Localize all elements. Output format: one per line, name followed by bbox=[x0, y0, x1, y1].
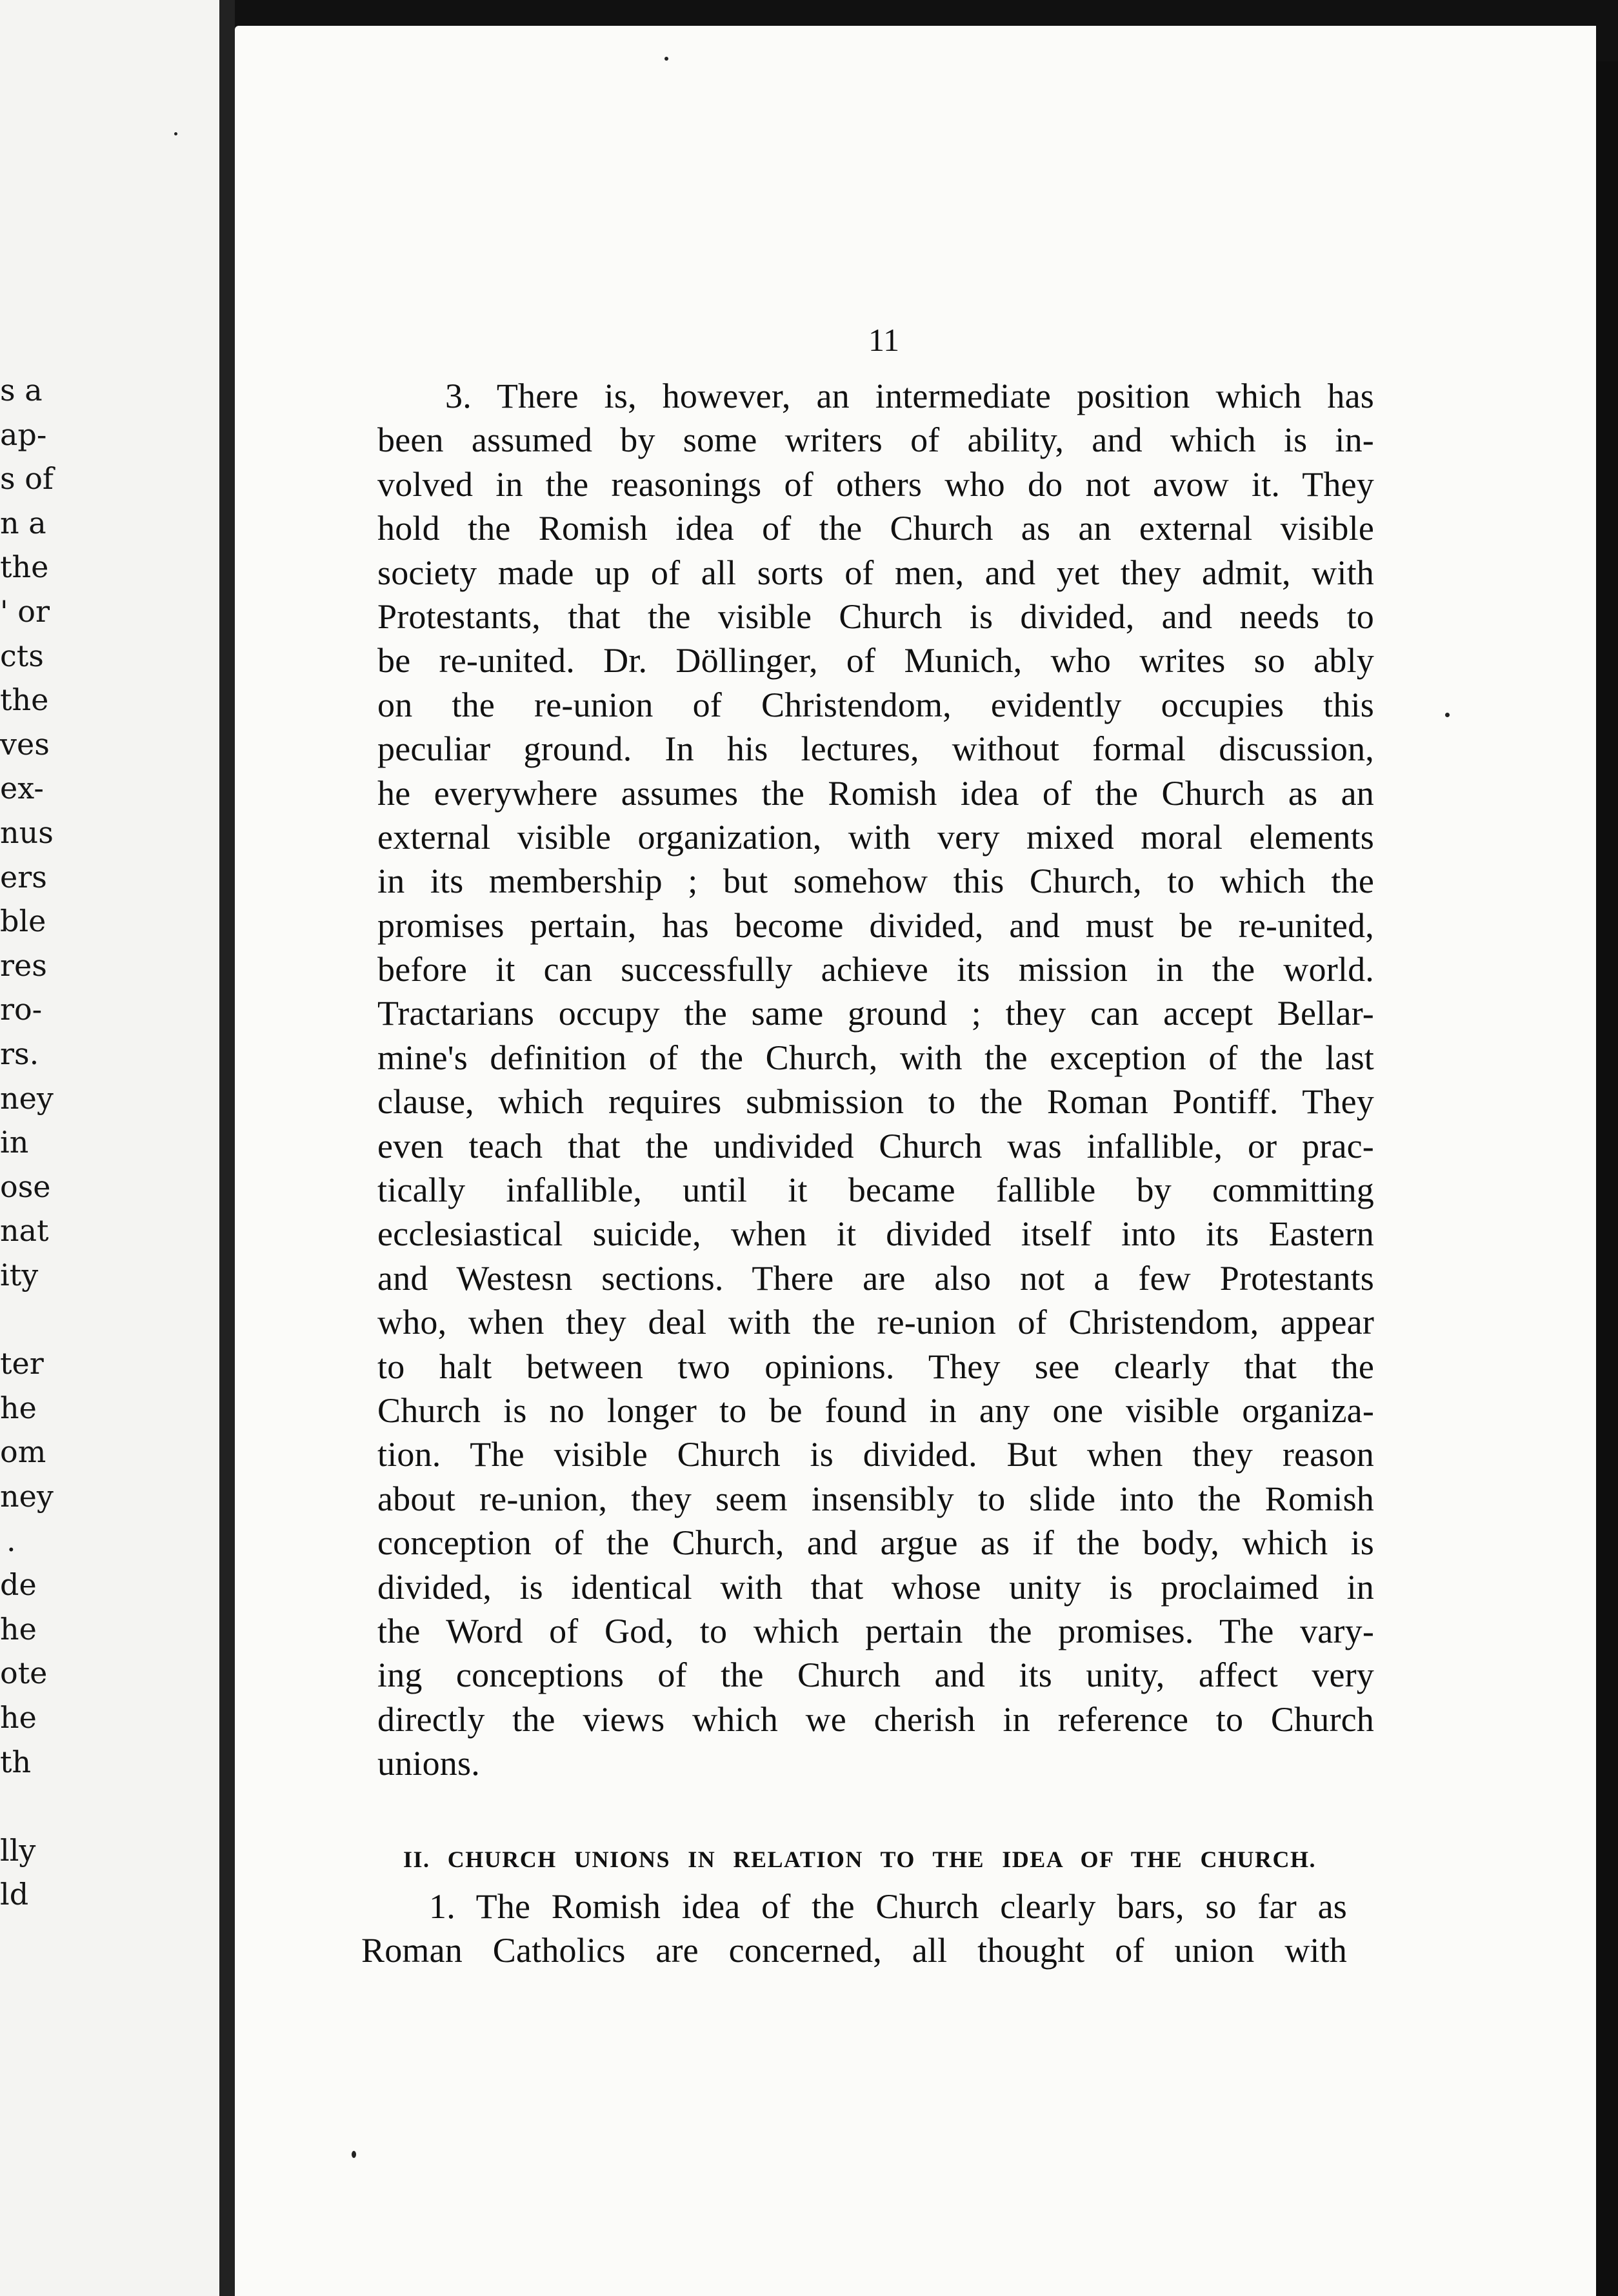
text-line: Tractarians occupy the same ground ; they can accept Bellar- bbox=[377, 994, 1374, 1033]
page-number: 11 bbox=[868, 322, 900, 358]
text-line: unions. bbox=[377, 1744, 480, 1783]
previous-page-line: . bbox=[6, 1523, 16, 1558]
text-line: directly the views which we cherish in reference to Church bbox=[377, 1699, 1374, 1739]
paragraph-2 bbox=[361, 1885, 1347, 1973]
previous-page-line: cts bbox=[0, 638, 44, 673]
previous-page-line: ers bbox=[0, 859, 47, 895]
previous-page-line: n a bbox=[0, 505, 46, 540]
text-line: Church is no longer to be found in any one visible organiza- bbox=[377, 1390, 1374, 1430]
previous-page-line: ves bbox=[0, 726, 50, 762]
text-line: who, when they deal with the re-union of Christendom, appear bbox=[377, 1303, 1374, 1342]
previous-page-line: ' or bbox=[0, 594, 50, 629]
text-line: ecclesiastical suicide, when it divided itself into its Eastern bbox=[377, 1214, 1374, 1254]
text-line: about re-union, they seem insensibly to slide into the Romish bbox=[377, 1479, 1374, 1518]
previous-page-line: ney bbox=[0, 1479, 54, 1514]
previous-page-line: the bbox=[0, 682, 49, 718]
text-line: tically infallible, until it became fallible by committing bbox=[377, 1171, 1374, 1210]
previous-page-line: s of bbox=[0, 461, 54, 497]
paragraph-1 bbox=[377, 374, 1374, 1786]
text-line: in its membership ; but somehow this Church, to which the bbox=[377, 862, 1374, 901]
text-line: to halt between two opinions. They see clearly that the bbox=[377, 1347, 1374, 1386]
text-line: the Word of God, to which pertain the promises. The vary- bbox=[377, 1611, 1374, 1650]
previous-page-line: th bbox=[0, 1744, 32, 1779]
previous-page-line: res bbox=[0, 947, 47, 983]
scan-speck bbox=[174, 132, 177, 135]
text-line: society made up of all sorts of men, and yet they admit, with bbox=[377, 553, 1374, 592]
previous-page-line: ney bbox=[0, 1080, 54, 1116]
text-line: mine's definition of the Church, with the exception of the last bbox=[377, 1038, 1374, 1077]
text-line: even teach that the undivided Church was infallible, or prac- bbox=[377, 1126, 1374, 1165]
text-line: 1. The Romish idea of the Church clearly bars, so far as bbox=[429, 1887, 1347, 1926]
text-line: before it can successfully achieve its mission in the world. bbox=[377, 950, 1374, 989]
text-line: ing conceptions of the Church and its unity, affect very bbox=[377, 1656, 1374, 1695]
text-line: tion. The visible Church is divided. But when they reason bbox=[377, 1435, 1374, 1474]
text-line: conception of the Church, and argue as if the body, which is bbox=[377, 1523, 1374, 1563]
previous-page-line: the bbox=[0, 549, 49, 585]
text-line: been assumed by some writers of ability, and which is in- bbox=[377, 421, 1374, 460]
text-line: volved in the reasonings of others who do not avow it. They bbox=[377, 464, 1374, 504]
scan-speck bbox=[664, 57, 668, 61]
previous-page-fragment bbox=[0, 0, 219, 2296]
previous-page-line: de bbox=[0, 1567, 37, 1603]
previous-page-line: s a bbox=[0, 373, 43, 408]
section-heading: II. CHURCH UNIONS IN RELATION TO THE IDEA OF THE CHURCH. bbox=[403, 1846, 1316, 1872]
text-line: on the re-union of Christendom, evidently occupies this bbox=[377, 685, 1374, 724]
previous-page-line: ble bbox=[0, 904, 46, 939]
previous-page-line: he bbox=[0, 1700, 37, 1735]
previous-page-line: om bbox=[0, 1434, 46, 1470]
text-line: peculiar ground. In his lectures, without formal discussion, bbox=[377, 729, 1374, 769]
text-line: 3. There is, however, an intermediate position which has bbox=[445, 377, 1374, 415]
previous-page-line: rs. bbox=[0, 1036, 39, 1071]
text-line: Roman Catholics are concerned, all thought of union with bbox=[361, 1931, 1347, 1970]
scan-speck bbox=[1445, 713, 1450, 717]
text-line: and Westesn sections. There are also not a few Protestants bbox=[377, 1258, 1374, 1298]
previous-page-line: ity bbox=[0, 1258, 39, 1292]
previous-page-line: ro- bbox=[0, 992, 43, 1027]
text-line: he everywhere assumes the Romish idea of the Church as an bbox=[377, 773, 1374, 813]
previous-page-line: ld bbox=[0, 1877, 29, 1912]
text-line: clause, which requires submission to the Roman Pontiff. They bbox=[377, 1082, 1374, 1122]
text-line: Protestants, that the visible Church is divided, and needs to bbox=[377, 597, 1374, 636]
text-line: hold the Romish idea of the Church as an external visible bbox=[377, 509, 1374, 548]
previous-page-line: ter bbox=[0, 1346, 44, 1381]
previous-page-line: he bbox=[0, 1611, 37, 1647]
previous-page-line: lly bbox=[0, 1832, 36, 1868]
previous-page-line: nus bbox=[0, 815, 54, 850]
scan-speck bbox=[352, 2151, 356, 2158]
previous-page-line: ap- bbox=[0, 417, 47, 452]
previous-page-line: he bbox=[0, 1390, 37, 1425]
text-line: be re-united. Dr. Döllinger, of Munich, who writes so ably bbox=[377, 641, 1374, 680]
previous-page-line: ose bbox=[0, 1169, 51, 1204]
previous-page-line: ote bbox=[0, 1656, 48, 1691]
page-gutter bbox=[219, 0, 235, 2296]
previous-page-line: ex- bbox=[0, 771, 44, 806]
previous-page-line: in bbox=[0, 1125, 29, 1160]
previous-page-line: nat bbox=[0, 1213, 49, 1249]
text-line: external visible organization, with very mixed moral elements bbox=[377, 817, 1374, 856]
scan-right-border bbox=[1596, 61, 1618, 2296]
text-line: divided, is identical with that whose unity is proclaimed in bbox=[377, 1567, 1374, 1607]
text-line: promises pertain, has become divided, and must be re-united, bbox=[377, 906, 1374, 945]
